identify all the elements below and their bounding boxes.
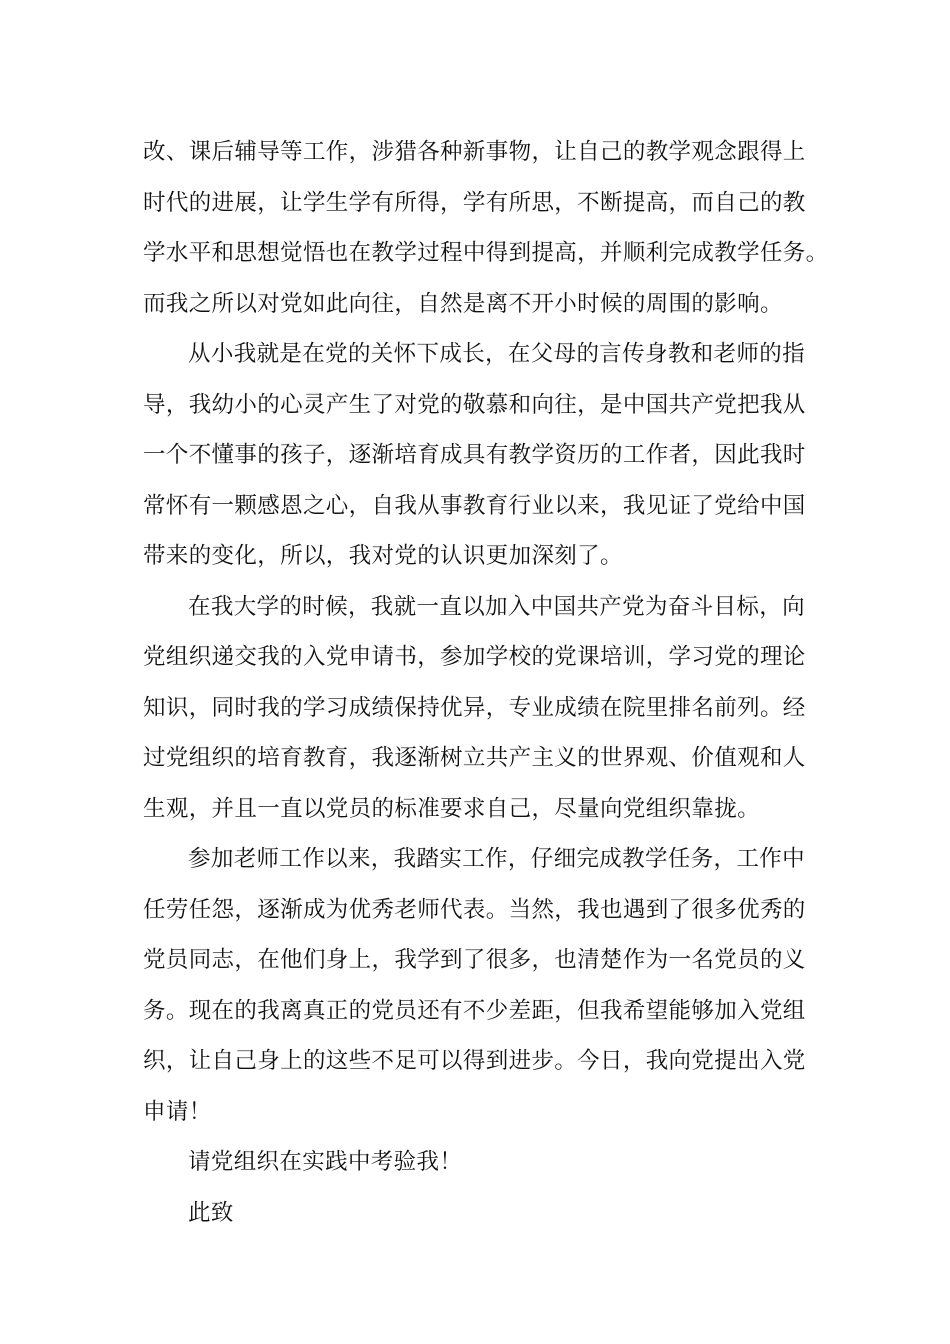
salutation-line: 此致 [188,1199,234,1226]
text-line: 务。现在的我离真正的党员还有不少差距，但我希望能够加入党组 [143,997,806,1024]
text-line: 申请！ [143,1098,212,1125]
text-line: 参加老师工作以来，我踏实工作，仔细完成教学任务，工作中 [188,846,805,872]
text-line: 在我大学的时候，我就一直以加入中国共产党为奋斗目标，向 [188,593,805,620]
text-line: 织，让自己身上的这些不足可以得到进步。今日，我向党提出入党 [143,1048,806,1074]
paragraph [143,834,813,1137]
text-line: 知识，同时我的学习成绩保持优异，专业成绩在院里排名前列。经 [143,694,806,721]
text-line: 带来的变化，所以，我对党的认识更加深刻了。 [143,543,623,569]
text-line: 生观，并且一直以党员的标准要求自己，尽量向党组织靠拢。 [143,795,760,822]
paragraph [143,127,829,329]
paragraph [143,582,813,835]
text-line: 过党组织的培育教育，我逐渐树立共产主义的世界观、价值观和人 [143,745,806,771]
text-line: 改、课后辅导等工作，涉猎各种新事物，让自己的教学观念跟得上 [143,139,806,165]
paragraph [143,1137,813,1188]
text-line: 一个不懂事的孩子，逐渐培育成具有教学资历的工作者，因此我时 [143,442,806,468]
text-line: 党员同志，在他们身上，我学到了很多，也清楚作为一名党员的义 [143,947,806,973]
text-line: 时代的进展，让学生学有所得，学有所思，不断提高，而自己的教 [143,189,806,216]
paragraph [143,329,813,582]
text-line: 请党组织在实践中考验我！ [188,1149,463,1175]
text-line: 任劳任怨，逐渐成为优秀老师代表。当然，我也遇到了很多优秀的 [143,896,806,923]
text-line: 导，我幼小的心灵产生了对党的敬慕和向往，是中国共产党把我从 [143,391,806,418]
text-line: 而我之所以对党如此向往，自然是离不开小时候的周围的影响。 [143,290,783,317]
text-line: 从小我就是在党的关怀下成长，在父母的言传身教和老师的指 [188,341,805,367]
text-line: 学水平和思想觉悟也在教学过程中得到提高，并顺利完成教学任务。 [143,240,829,266]
text-line: 党组织递交我的入党申请书，参加学校的党课培训，学习党的理论 [143,644,806,670]
document-body [143,127,829,1238]
text-line: 常怀有一颗感恩之心，自我从事教育行业以来，我见证了党给中国 [143,492,806,519]
paragraph [143,1188,813,1239]
